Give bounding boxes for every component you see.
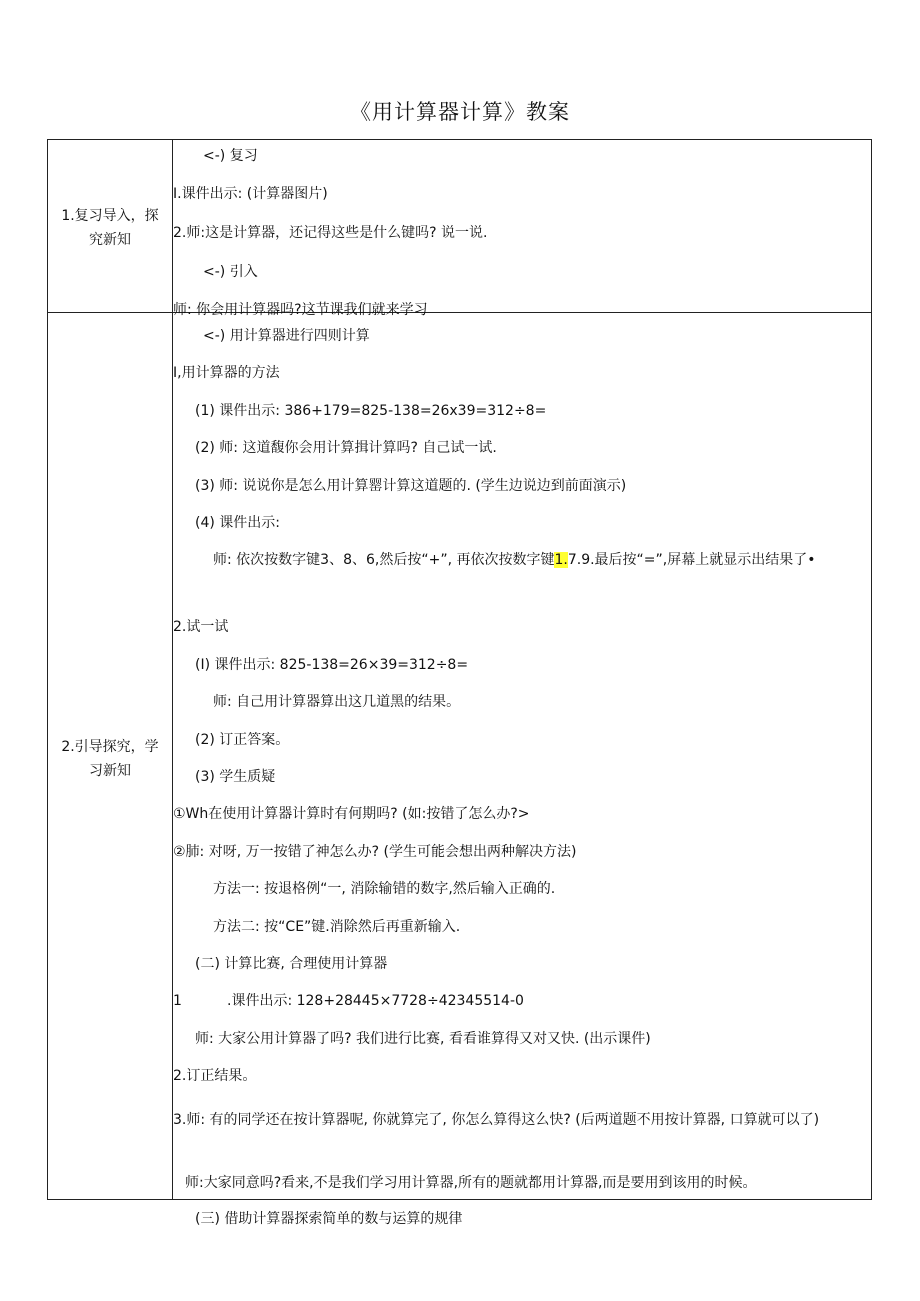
highlight-mark: 1. [554,552,568,568]
text-line: <-) 用计算器进行四则计算 [203,328,370,344]
text-line: .课件出示: 128+28445×7728÷42345514-0 [227,993,524,1009]
section-review-row [48,140,872,313]
text-line: (3) 学生质疑 [195,769,276,785]
text-line: I.课件出示: (计算器图片) [173,186,328,202]
text-line: (三) 借助计算器探索简单的数与运算的规律 [195,1211,463,1227]
text-line: 方法二: 按“CE”键.消除然后再重新输入. [213,919,461,935]
document-title: 《用计算器计算》教案 [350,100,570,124]
text-line: 师: 大家公用计算器了吗? 我们进行比赛, 看看谁算得又对又快. (出示课件) [195,1031,651,1047]
text-line: 2.订正结果。 [173,1068,257,1084]
lesson-plan-table [47,139,872,1227]
text-line: 师: 自己用计算器算出这几道黑的结果。 [213,694,461,710]
text-line: 3.师: 有的同学还在按计算器呢, 你就算完了, 你怎么算得这么快? (后两道题不用按计算器, 口算就可以了) [173,1112,820,1128]
section-label: 2.引导探究，学习新知 [61,739,159,779]
text-line: (二) 计算比赛, 合理使用计算器 [195,956,388,972]
text-line: (I) 课件出示: 825-138=26×39=312÷8= [195,657,469,673]
text-line: 方法一: 按退格例“一, 消除输错的数字,然后输入正确的. [213,881,556,897]
text-line: 师:大家同意吗?看来,不是我们学习用计算器,所有的题就都用计算器,而是要用到该用的时候。 [185,1175,757,1191]
text-line: 1 [173,993,182,1009]
text-line: <-) 复习 [203,148,258,164]
section-content-cell [173,313,872,1227]
section-content-cell [173,140,872,318]
text-line: (1) 课件出示: 386+179=825-138=26x39=312÷8= [195,403,547,419]
text-line: 师: 依次按数字键3、8、6,然后按“+”, 再依次按数字键1.7.9.最后按“=”,屏幕上就显示出结果了• [213,552,816,568]
text-line: <-) 引入 [203,264,258,280]
text-line: (2) 师: 这道馥你会用计算揖计算吗? 自己试一试. [195,440,497,456]
text-line: I,用计算器的方法 [173,365,280,381]
text-line: 师: 你会用计算器吗?这节课我们就来学习 [173,302,428,318]
section-label-cell [48,140,173,313]
text-line: ②肺: 对呀, 万一按错了神怎么办? (学生可能会想出两种解决方法) [173,844,577,860]
text-line: 2.师:这是计算器，还记得这些是什么键吗? 说一说. [173,225,488,241]
section-label-cell [48,313,173,1200]
section-explore-row [48,313,872,1200]
text-line: (3) 师: 说说你是怎么用计算罂计算这道题的. (学生边说边到前面演示) [195,478,627,494]
text-line: ①Wh在使用计算器计算时有何期吗? (如:按错了怎么办?> [173,806,530,822]
text-line: (4) 课件出示: [195,515,280,531]
text-line: (2) 订正答案。 [195,732,290,748]
text-line: 2.试一试 [173,619,229,635]
section-label: 1.复习导入，探究新知 [61,208,159,248]
